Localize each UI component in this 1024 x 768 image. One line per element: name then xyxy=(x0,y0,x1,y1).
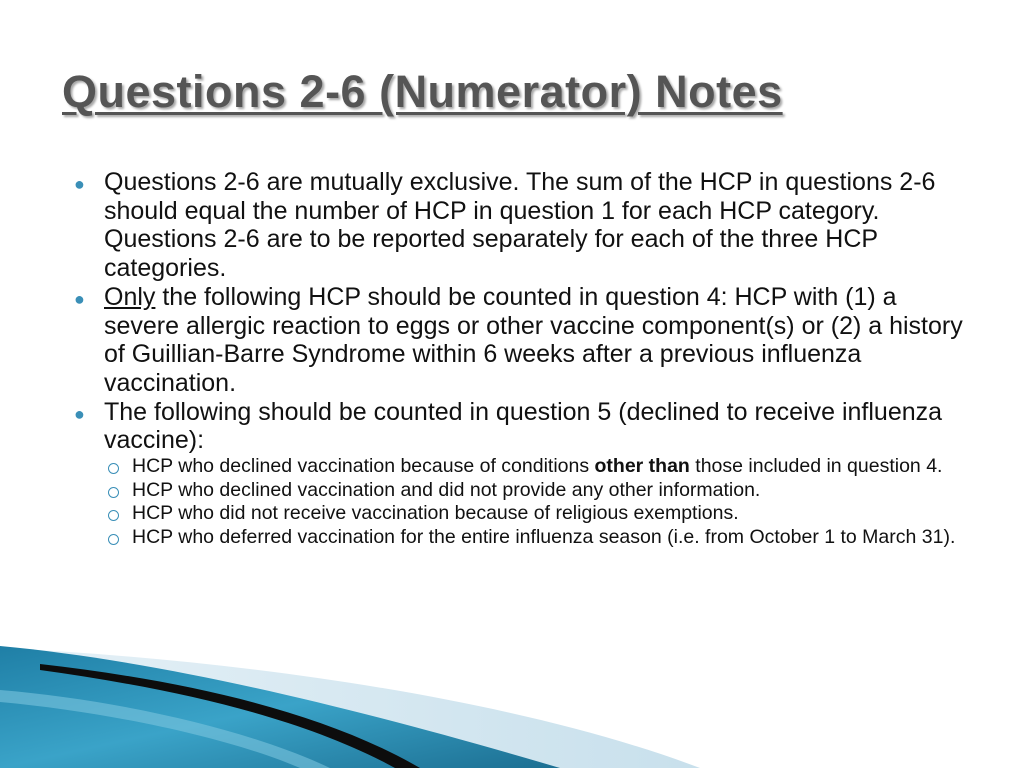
sub-bullet-text: HCP who declined vaccination because of conditions xyxy=(132,455,595,478)
swoosh-highlight xyxy=(0,690,330,768)
sub-bullet-text: HCP who did not receive vaccination because of religious exemptions. xyxy=(132,502,739,525)
slide-content xyxy=(72,168,972,549)
bullet-dot-icon: ● xyxy=(74,288,85,309)
bullet-item xyxy=(72,398,972,455)
sub-bullet-text: those included in question 4. xyxy=(689,455,943,478)
swoosh-light-band xyxy=(0,648,700,768)
bullet-text: The following should be counted in question 5 (declined to receive influenza vaccine): xyxy=(104,397,943,455)
swoosh-blue-band xyxy=(0,646,560,768)
bullet-dot-icon: ● xyxy=(74,403,85,424)
hollow-circle-icon xyxy=(108,534,119,545)
bullet-item xyxy=(72,168,972,283)
hollow-circle-icon xyxy=(108,463,119,474)
hollow-circle-icon xyxy=(108,510,119,521)
sub-bullet-text: HCP who deferred vaccination for the entire influenza season (i.e. from October 1 to March 31). xyxy=(132,525,956,548)
sub-bullet-bold-text: other than xyxy=(594,455,690,478)
bullet-text: the following HCP should be counted in question 4: HCP with (1) a severe allergic reaction to eggs or other vaccine component(s) or (2) a history of Guillian-Barre Syndrome within 6 weeks after a previous influenza vaccination. xyxy=(104,282,963,397)
hollow-circle-icon xyxy=(108,487,119,498)
sub-bullet-item xyxy=(72,479,972,503)
swoosh-dark-line xyxy=(40,664,420,768)
bullet-dot-icon: ● xyxy=(74,174,85,194)
slide-title: Questions 2-6 (Numerator) Notes xyxy=(62,66,783,117)
sub-bullet-item xyxy=(72,455,972,479)
bullet-emphasis-text: Only xyxy=(104,282,156,311)
bullet-item xyxy=(72,283,972,398)
bullet-text: Questions 2-6 are mutually exclusive. The sum of the HCP in questions 2-6 should equal the number of HCP in question 1 for each HCP category. Questions 2-6 are to be reported separately for each of the three HCP categories. xyxy=(104,168,936,283)
sub-bullet-item xyxy=(72,502,972,526)
sub-bullet-item xyxy=(72,526,972,550)
sub-bullet-text: HCP who declined vaccination and did not provide any other information. xyxy=(132,478,761,501)
